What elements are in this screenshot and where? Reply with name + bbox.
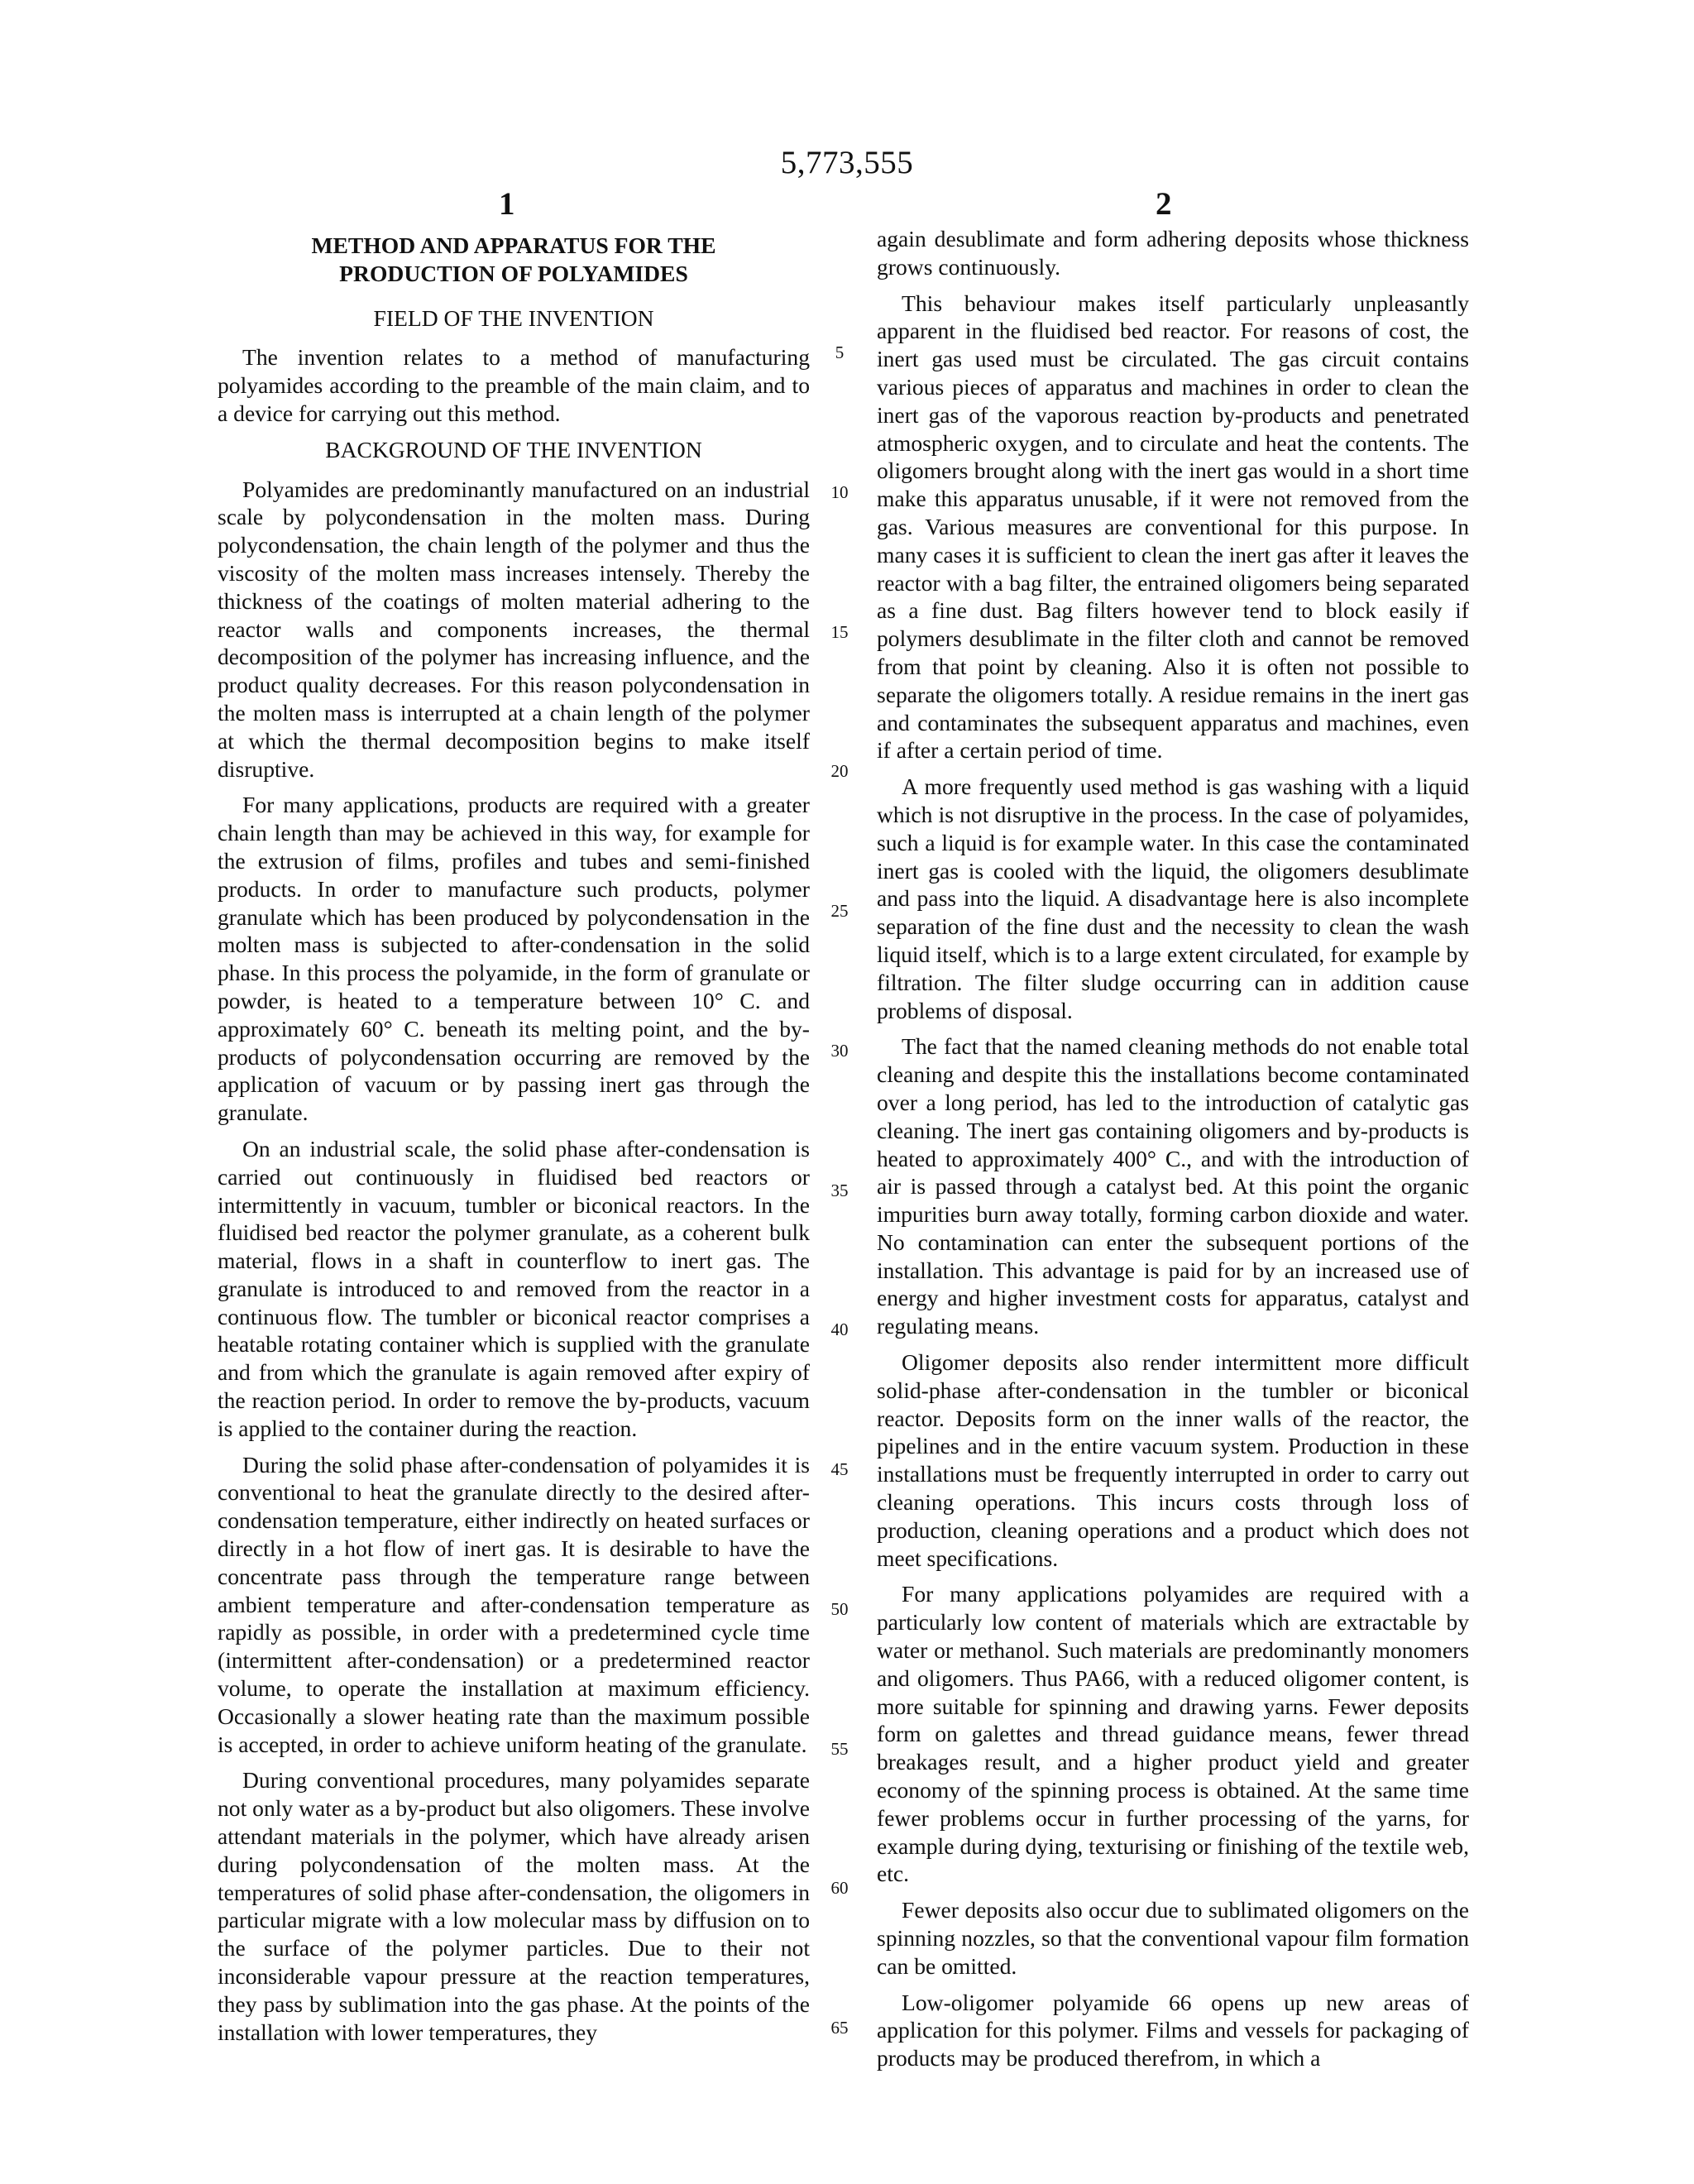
title-line: METHOD AND APPARATUS FOR THE — [311, 232, 716, 258]
document-title — [218, 232, 810, 288]
line-number: 40 — [830, 1320, 849, 1339]
paragraph: A more frequently used method is gas washing with a liquid which is not disruptive in the process. In the case of polyamides, such a liquid is for example water. In this case the contaminated inert gas is cooled with the liquid, the oligomers desublimate and pass into the liquid. A disadvantage here is also incomplete separation of the fine dust and the necessity to clean the wash liquid itself, which is to a large extent circulated, for example by filtration. The filter sludge occurring can in addition cause problems of disposal. — [877, 774, 1469, 1023]
line-number: 60 — [830, 1878, 849, 1898]
line-number: 50 — [830, 1599, 849, 1619]
paragraph: Polyamides are predominantly manufactured on an industrial scale by polycondensation in the molten mass. During polycondensation, the chain length of the polymer and thus the viscosity of the molten mass increases intensely. Thereby the thickness of the coatings of molten material adhering to the reactor walls and components increases, the thermal decomposition of the polymer has increasing influence, and the product quality decreases. For this reason polycondensation in the molten mass is interrupted at a chain length of the polymer at which the thermal decomposition begins to make itself disruptive. — [218, 476, 810, 782]
line-number: 30 — [830, 1041, 849, 1061]
title-line: PRODUCTION OF POLYAMIDES — [339, 260, 688, 286]
line-number: 5 — [835, 342, 845, 362]
paragraph: During the solid phase after-condensation of polyamides it is conventional to heat the granulate directly to the desired after-condensation temperature, either indirectly on heated surfaces or directly in a hot flow of inert gas. It is desirable to have the concentrate pass through the temperature range between ambient temperature and after-condensation temperature as rapidly as possible, in order with a predetermined cycle time (intermittent after-condensation) or a predetermined reactor volume, to operate the installation at maximum efficiency. Occasionally a slower heating rate than the maximum possible is accepted, in order to achieve uniform heating of the granulate. — [218, 1451, 810, 1757]
field-heading: FIELD OF THE INVENTION — [373, 304, 654, 331]
right-column — [877, 225, 1469, 2081]
left-column-number: 1 — [499, 186, 515, 222]
line-number: 35 — [830, 1181, 849, 1200]
background-heading: BACKGROUND OF THE INVENTION — [325, 436, 702, 462]
right-column-number: 2 — [1156, 186, 1172, 222]
paragraph: Fewer deposits also occur due to sublimated oligomers on the spinning nozzles, so that the conventional vapour film formation can be omitted. — [877, 1897, 1469, 1979]
paragraph: again desublimate and form adhering deposits whose thickness grows continuously. — [877, 226, 1469, 280]
line-number: 55 — [830, 1739, 849, 1759]
patent-number: 5,773,555 — [780, 145, 914, 180]
paragraph: For many applications, products are required with a greater chain length than may be achieved in this way, for example for the extrusion of films, profiles and tubes and semi-finished products. In order to manufacture such products, polymer granulate which has been produced by polycondensation in the molten mass is subjected to after-condensation in the solid phase. In this process the polyamide, in the form of granulate or powder, is heated to a temperature between 10° C. and approximately 60° C. beneath its melting point, and the by-products of polycondensation occurring are removed by the application of vacuum or by passing inert gas through the granulate. — [218, 792, 810, 1126]
left-column — [218, 225, 810, 2054]
paragraph: The invention relates to a method of manufacturing polyamides according to the preamble of the main claim, and to a device for carrying out this method. — [218, 344, 810, 426]
line-number: 65 — [830, 2018, 849, 2038]
line-number: 10 — [830, 482, 849, 502]
paragraph: On an industrial scale, the solid phase after-condensation is carried out continuously in fluidised bed reactors or intermittently in vacuum, tumbler or biconical reactors. In the fluidised bed reactor the polymer granulate, as a coherent bulk material, flows in a shaft in counterflow to inert gas. The granulate is introduced to and removed from the reactor in a continuous flow. The tumbler or biconical reactor comprises a heatable rotating container which is supplied with the granulate and from which the granulate is again removed after expiry of the reaction period. In order to remove the by-products, vacuum is applied to the container during the reaction. — [218, 1135, 810, 1441]
paragraph: This behaviour makes itself particularly unpleasantly apparent in the fluidised bed reactor. For reasons of cost, the inert gas used must be circulated. The gas circuit contains various pieces of apparatus and machines in order to clean the inert gas of the vaporous reaction by-products and penetrated atmospheric oxygen, and to circulate and heat the contents. The oligomers brought along with the inert gas would in a short time make this apparatus unusable, if it were not removed from the gas. Various measures are conventional for this purpose. In many cases it is sufficient to clean the inert gas after it leaves the reactor with a bag filter, the entrained oligomers being separated as a fine dust. Bag filters however tend to block easily if polymers desublimate in the filter cloth and cannot be removed from that point by cleaning. Also it is often not possible to separate the oligomers totally. A residue remains in the inert gas and contaminates the subsequent apparatus and machines, even if after a certain period of time. — [877, 290, 1469, 764]
line-number: 20 — [830, 761, 849, 781]
paragraph: The fact that the named cleaning methods do not enable total cleaning and despite this the installations become contaminated over a long period, has led to the introduction of catalytic gas cleaning. The inert gas containing oligomers and by-products is heated to approximately 400° C., and with the introduction of air is passed through a catalyst bed. At this point the organic impurities burn away totally, forming carbon dioxide and water. No contamination can enter the subsequent portions of the installation. This advantage is paid for by an increased use of energy and higher investment costs for apparatus, catalyst and regulating means. — [877, 1033, 1469, 1339]
paragraph: Low-oligomer polyamide 66 opens up new areas of application for this polymer. Films and vessels for packaging of products may be produced therefrom, in which a — [877, 1989, 1469, 2071]
paragraph: During conventional procedures, many polyamides separate not only water as a by-product but also oligomers. These involve attendant materials in the polymer, which have already arisen during polycondensation of the molten mass. At the temperatures of solid phase after-condensation, the oligomers in particular migrate with a low molecular mass by diffusion on to the surface of the polymer particles. Due to their not inconsiderable vapour pressure at the reaction temperatures, they pass by sublimation into the gas phase. At the points of the installation with lower temperatures, they — [218, 1767, 811, 2045]
line-number: 45 — [830, 1459, 849, 1479]
paragraph: Oligomer deposits also render intermittent more difficult solid-phase after-condensation in the tumbler or biconical reactor. Deposits form on the inner walls of the reactor, the pipelines and in the entire vacuum system. Production in these installations must be frequently interrupted in order to carry out cleaning operations. This incurs costs through loss of production, cleaning operations and a product which does not meet specifications. — [877, 1349, 1469, 1571]
line-number: 25 — [830, 901, 849, 921]
paragraph: For many applications polyamides are required with a particularly low content of materials which are extractable by water or methanol. Such materials are predominantly monomers and oligomers. Thus PA66, with a reduced oligomer content, is more suitable for spinning and drawing yarns. Fewer deposits form on galettes and thread guidance means, fewer thread breakages result, and a higher product yield and greater economy of the spinning process is obtained. At the same time fewer problems occur in further processing of the yarns, for example during dying, texturising or finishing of the textile web, etc. — [877, 1581, 1469, 1887]
line-number: 15 — [830, 622, 849, 642]
